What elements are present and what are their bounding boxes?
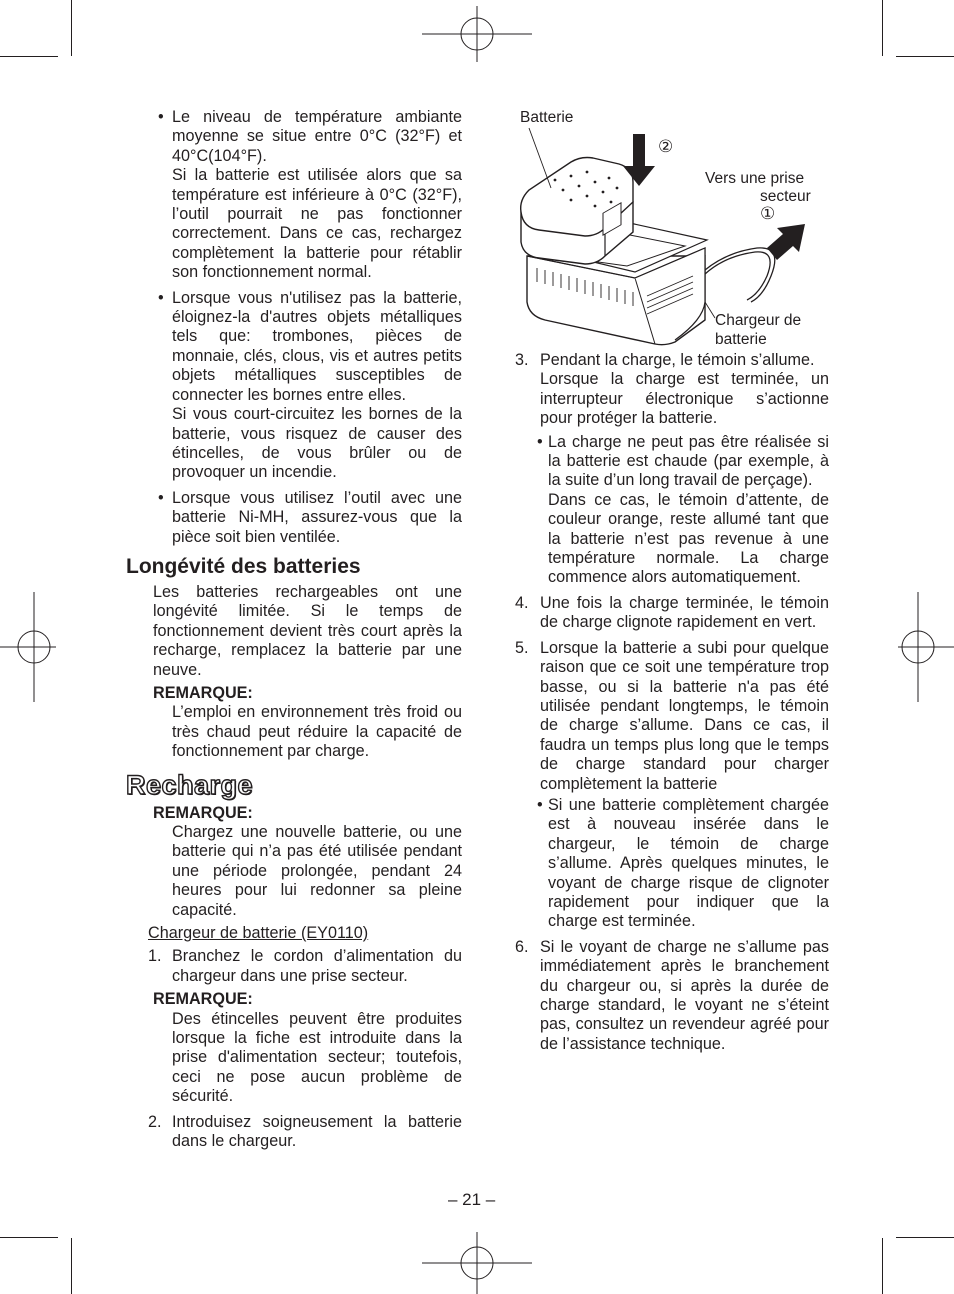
step-text: Lorsque la charge est terminée, un interrupteur électronique s’actionne pour protéger la batterie. xyxy=(540,370,829,428)
crop-mark xyxy=(896,1237,954,1238)
bullet-symbol: • xyxy=(158,488,164,507)
note-label: REMARQUE: xyxy=(153,683,253,702)
charger-subheading: Chargeur de batterie (EY0110) xyxy=(148,924,369,943)
section-heading: Longévité des batteries xyxy=(126,554,361,578)
registration-mark-bottom xyxy=(422,1232,532,1294)
step-text: Lorsque la batterie a subi pour quelque raison que ce soit une température trop basse, ou si la batterie n'a pas été utilisée pendant longtemps, le témoin de charge s’allume. Dans ce cas, il faudra un temps plus long que le temps de charge standard pour charger complètement la batterie xyxy=(540,638,829,793)
bullet-item xyxy=(126,108,462,283)
step-text: Si le voyant de charge ne s’allume pas immédiatement après le branchement du chargeur ou, si après la durée de charge standard, le voyant ne s’éteint pas, consultez un revendeur agréé pour de l’assistance technique. xyxy=(540,937,829,1053)
step-item xyxy=(515,351,829,588)
outlet-label-line2: secteur xyxy=(760,188,811,205)
section-text: Les batteries rechargeables ont une longévité limitée. Si le temps de fonctionnement devient très court après la recharge, remplacez la batterie par une neuve. xyxy=(153,582,462,679)
charger-diagram xyxy=(515,106,835,354)
step-text: Une fois la charge terminée, le témoin de charge clignote rapidement en vert. xyxy=(540,593,829,632)
bullet-text: Lorsque vous utilisez l’outil avec une batterie Ni-MH, assurez-vous que la pièce soit bien ventilée. xyxy=(172,488,462,546)
charger-label-line1: Chargeur de xyxy=(715,312,802,329)
bullet-text: Si une batterie complètement chargée est à nouveau insérée dans le chargeur, le témoin de charge s’allume. Après quelques minutes, le voyant de charge risque de clignoter rapidement pour indiquer que la charge est terminée. xyxy=(548,795,829,931)
note-text: Des étincelles peuvent être produites lorsque la fiche est introduite dans la prise d'alimentation secteur; toutefois, ceci ne pose aucun problème de sécurité. xyxy=(172,1009,462,1106)
bullet-item xyxy=(515,796,829,932)
crop-mark xyxy=(71,1238,72,1294)
step-number: 1. xyxy=(148,947,162,966)
step-item xyxy=(515,639,829,932)
bullet-text: Le niveau de température ambiante moyenne se situe entre 0°C (32°F) et 40°C(104°F). xyxy=(172,108,462,165)
registration-mark-top xyxy=(422,6,532,62)
outlet-label-line1: Vers une prise xyxy=(705,170,805,187)
recharge-heading: Recharge xyxy=(126,769,254,800)
step-item xyxy=(515,594,829,633)
right-column xyxy=(515,351,829,1060)
battery-label: Batterie xyxy=(520,109,574,126)
crop-mark xyxy=(0,1237,58,1238)
bullet-text: La charge ne peut pas être réalisée si la batterie est chaude (par exemple, à la suite d’un long travail de perçage). xyxy=(548,432,829,490)
bullet-symbol: • xyxy=(537,795,543,814)
note-label: REMARQUE: xyxy=(153,803,253,822)
step-text: Branchez le cordon d’alimentation du chargeur dans une prise secteur. xyxy=(172,947,462,985)
note-label: REMARQUE: xyxy=(153,990,253,1009)
step-number: 2. xyxy=(148,1112,162,1131)
step-number: 6. xyxy=(515,937,529,956)
page-number: – 21 – xyxy=(448,1190,496,1209)
registration-mark-right xyxy=(898,592,954,702)
crop-mark xyxy=(71,0,72,56)
step-text: Pendant la charge, le témoin s’allume. xyxy=(540,351,815,369)
step-item xyxy=(126,947,462,986)
left-column xyxy=(126,108,462,1152)
bullet-text: Si vous court-circuitez les bornes de la batterie, vous risquez de causer des étincelles, de vous brûler ou de provoquer un incendie. xyxy=(172,405,462,482)
step-item xyxy=(126,1113,462,1152)
bullet-text: Dans ce cas, le témoin d’attente, de couleur orange, reste allumé tant que la batterie n’est pas revenue à une température normale. La charge commence alors automatiquement. xyxy=(548,490,829,587)
note-text: Chargez une nouvelle batterie, ou une batterie qui n’a pas été utilisée pendant une période prolongée, pendant 24 heures pour lui redonner sa pleine capacité. xyxy=(172,823,462,919)
crop-mark xyxy=(882,1238,883,1294)
bullet-symbol: • xyxy=(158,108,164,126)
bullet-symbol: • xyxy=(537,432,543,451)
step-number: 4. xyxy=(515,593,529,612)
crop-mark xyxy=(882,0,883,56)
step-number: 3. xyxy=(515,351,529,369)
bullet-item xyxy=(515,433,829,588)
crop-mark xyxy=(896,56,954,57)
bullet-text: Si la batterie est utilisée alors que sa température est inférieure à 0°C (32°F), l’outil pourrait ne pas fonctionner correctement. Dans ce cas, rechargez complètement la batterie pour rétablir son fonctionnement normal. xyxy=(172,166,462,282)
note-text: L’emploi en environnement très froid ou très chaud peut réduire la capacité de fonctionnement par charge. xyxy=(172,703,462,761)
registration-mark-left xyxy=(0,592,56,702)
charger-label-line2: batterie xyxy=(715,331,767,348)
step-number: 5. xyxy=(515,638,529,657)
bullet-symbol: • xyxy=(158,288,164,307)
step-marker-1: ① xyxy=(760,204,776,223)
step-item xyxy=(515,938,829,1054)
bullet-text: Lorsque vous n'utilisez pas la batterie, éloignez-la d'autres objets métalliques tels que: trombones, pièces de monnaie, clés, clous, vis et autres petits objets métalliques susceptibles de connecter les bornes entre elles. xyxy=(172,288,462,404)
crop-mark xyxy=(0,56,58,57)
step-marker-2: ② xyxy=(658,137,674,156)
bullet-item xyxy=(126,489,462,547)
step-text: Introduisez soigneusement la batterie dans le chargeur. xyxy=(172,1112,462,1151)
bullet-item xyxy=(126,289,462,483)
